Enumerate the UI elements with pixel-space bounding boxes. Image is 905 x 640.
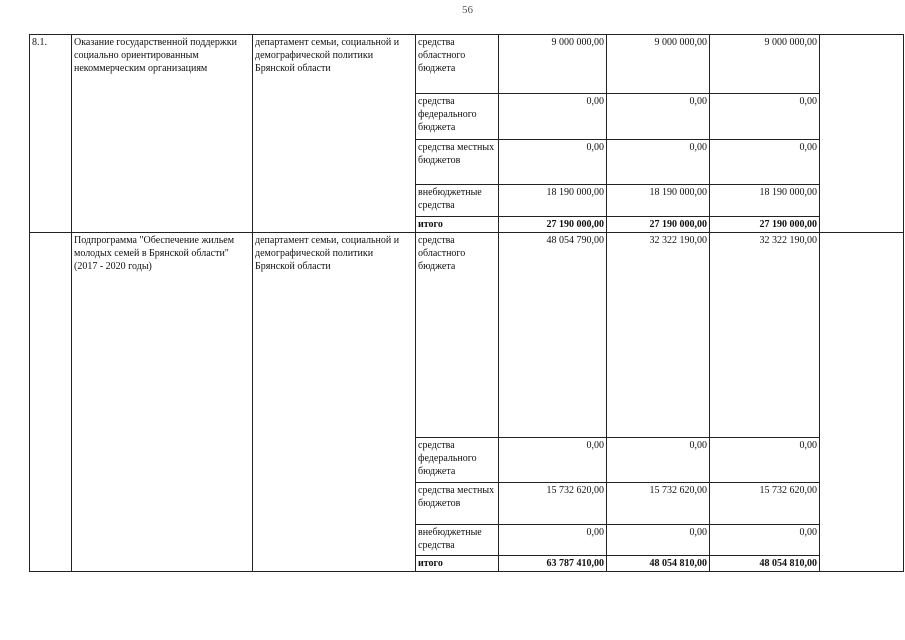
value-cell: 15 732 620,00 — [607, 483, 710, 525]
value-cell: 15 732 620,00 — [710, 483, 820, 525]
source-label: средства местных бюджетов — [416, 140, 499, 185]
executor: департамент семьи, социальной и демографической политики Брянской области — [253, 35, 416, 233]
value-cell: 32 322 190,00 — [607, 233, 710, 438]
value-cell: 15 732 620,00 — [499, 483, 607, 525]
row-number — [30, 233, 72, 572]
total-label: итого — [416, 217, 499, 233]
value-cell: 0,00 — [499, 438, 607, 483]
value-cell: 0,00 — [710, 140, 820, 185]
value-cell: 0,00 — [499, 140, 607, 185]
value-cell: 0,00 — [607, 140, 710, 185]
value-cell: 18 190 000,00 — [607, 185, 710, 217]
table-row — [30, 35, 904, 94]
executor: департамент семьи, социальной и демографической политики Брянской области — [253, 233, 416, 572]
value-cell: 9 000 000,00 — [607, 35, 710, 94]
total-value: 48 054 810,00 — [710, 556, 820, 572]
source-label: средства областного бюджета — [416, 233, 499, 438]
total-value: 48 054 810,00 — [607, 556, 710, 572]
value-cell: 0,00 — [710, 94, 820, 140]
source-label: средства федерального бюджета — [416, 438, 499, 483]
total-value: 63 787 410,00 — [499, 556, 607, 572]
total-value: 27 190 000,00 — [607, 217, 710, 233]
value-cell: 9 000 000,00 — [499, 35, 607, 94]
value-cell: 32 322 190,00 — [710, 233, 820, 438]
total-label: итого — [416, 556, 499, 572]
blank-cell — [820, 35, 904, 233]
table-row — [30, 233, 904, 438]
value-cell: 0,00 — [499, 94, 607, 140]
value-cell: 18 190 000,00 — [499, 185, 607, 217]
measure-name: Оказание государственной поддержки социально ориентированным некоммерческим организациям — [72, 35, 253, 233]
source-label: средства федерального бюджета — [416, 94, 499, 140]
value-cell: 0,00 — [607, 525, 710, 556]
budget-table — [29, 34, 904, 572]
value-cell: 0,00 — [607, 438, 710, 483]
measure-name: Подпрограмма "Обеспечение жильем молодых семей в Брянской области" (2017 - 2020 годы) — [72, 233, 253, 572]
value-cell: 0,00 — [607, 94, 710, 140]
page-number: 56 — [462, 4, 473, 16]
total-value: 27 190 000,00 — [499, 217, 607, 233]
value-cell: 0,00 — [710, 525, 820, 556]
value-cell: 0,00 — [710, 438, 820, 483]
source-label: средства местных бюджетов — [416, 483, 499, 525]
source-label: средства областного бюджета — [416, 35, 499, 94]
blank-cell — [820, 233, 904, 572]
value-cell: 48 054 790,00 — [499, 233, 607, 438]
value-cell: 18 190 000,00 — [710, 185, 820, 217]
source-label: внебюджетные средства — [416, 525, 499, 556]
source-label: внебюджетные средства — [416, 185, 499, 217]
total-value: 27 190 000,00 — [710, 217, 820, 233]
value-cell: 0,00 — [499, 525, 607, 556]
row-number: 8.1. — [30, 35, 72, 233]
value-cell: 9 000 000,00 — [710, 35, 820, 94]
